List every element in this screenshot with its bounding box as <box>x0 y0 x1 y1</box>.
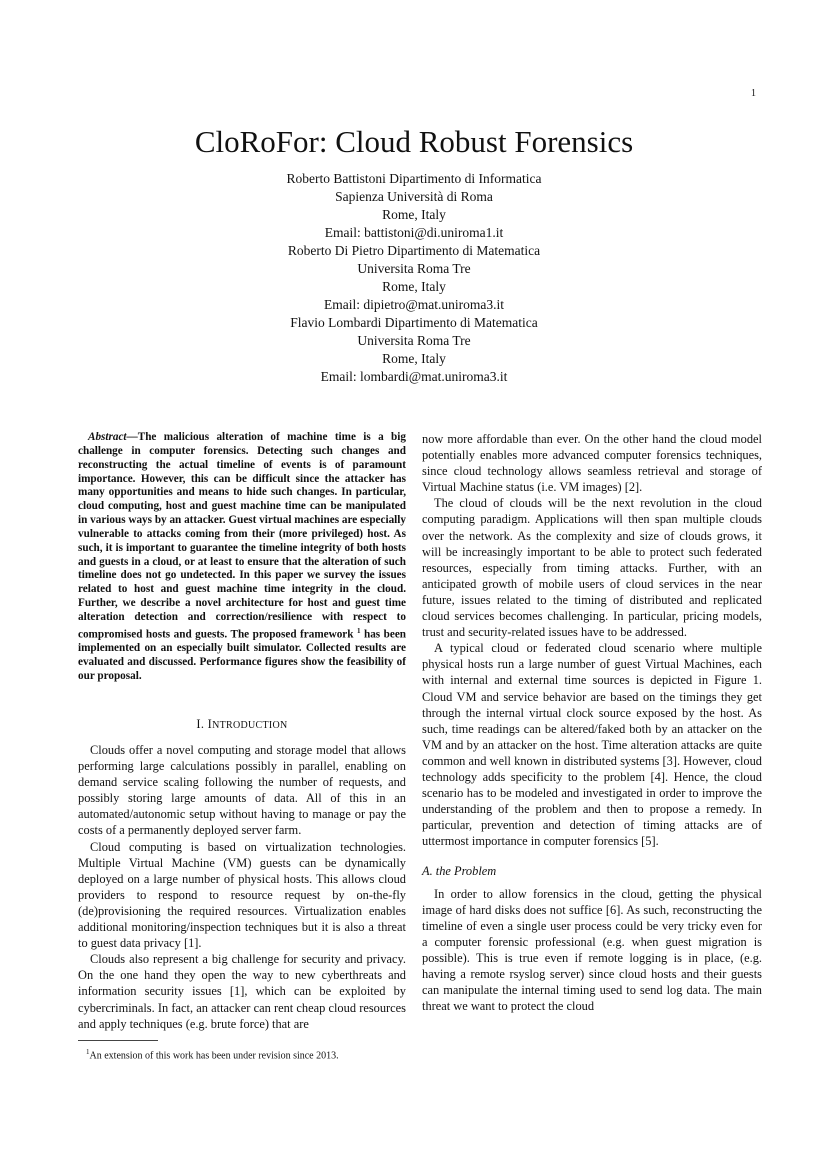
paragraph: A typical cloud or federated cloud scenario where multiple physical hosts run a large number of guest Virtual Machines, each with internal and external time sources is depicted in Figure 1. Cloud VM and service behavior are based on the timings they get through the internal virtual clock source exposed by the host. As such, time readings can be altered/faked both by an attacker on the VM and by an attacker on the host. Time alteration attacks are quite common and well known in distributed systems [3]. However, cloud technology adds specificity to the problem [4]. Hence, the cloud scenario has to be modeled and investigated in order to improve the understanding of the problem and then to propose a remedy. In particular, prevention and detection of timing attacks are of uttermost importance in computer forensics [5]. <box>422 641 762 849</box>
author-line: Sapienza Università di Roma <box>335 189 493 204</box>
page-number: 1 <box>751 88 756 99</box>
author-line: Rome, Italy <box>382 207 446 222</box>
paragraph: Cloud computing is based on virtualization technologies. Multiple Virtual Machine (VM) guests can be dynamically deployed on a large number of physical hosts. This allows cloud providers to respond to resource request by on-the-fly (de)provisioning the required resources. Virtualization enables additional monitoring/inspection techniques but it is also a threat to guest data privacy [1]. <box>78 839 406 951</box>
paper-title: CloRoFor: Cloud Robust Forensics <box>194 124 634 159</box>
footnote-mark: 1 <box>86 1048 90 1056</box>
section-heading-introduction: I. INTRODUCTION <box>196 716 288 731</box>
abstract-text-end: has been implemented on an especially built simulator. Collected results are evaluated and discussed. Performance figures show the feasibility of our proposal. <box>78 628 407 683</box>
author-block <box>0 170 828 386</box>
paragraph: In order to allow forensics in the cloud, getting the physical image of hard disks does not suffice [6]. As such, reconstructing the timeline of even a single user process could be very tricky even for a computer forensic professional (e.g. when guest migration is possible). This is true even if remote logging is in place, (e.g. having a remote rsyslog server) since cloud hosts and their guests can manipulate the internal timing used to send log data. The main threat we want to protect the cloud <box>422 886 762 1014</box>
author-line: Rome, Italy <box>382 351 446 366</box>
abstract-text: —The malicious alteration of machine time is a big challenge in computer forensics. Detecting such changes and reconstructing the actual timeline of events is of paramount importance. However, this can be difficult since the attacker has many opportunities and means to hide such changes. In particular, cloud computing, host and guest machine time can be manipulated in various ways by an attacker. Guest virtual machines are especially vulnerable to attacks coming from their (more privileged) host. As such, it is important to guarantee the timeline integrity of both hosts and guests in a cloud, or at least to ensure that the alteration of such timeline does not go undetected. In this paper we survey the issues related to host and guest machine time integrity in the cloud. Further, we describe a novel architecture for host and guest time alteration detection and correction/resilience with respect to compromised hosts and guests. The proposed framework <box>78 431 406 641</box>
left-column <box>78 431 406 1032</box>
footnote-divider <box>78 1040 158 1041</box>
author-line: Flavio Lombardi Dipartimento di Matematica <box>290 315 538 330</box>
paragraph: Clouds offer a novel computing and storage model that allows performing large calculations possibly in parallel, enabling on demand service scaling following the number of requests, and possibly storing large amounts of data. All of this in an automated/autonomic setup without having to manage or pay the costs of a permanently deployed server farm. <box>78 743 406 838</box>
paragraph: The cloud of clouds will be the next revolution in the cloud computing paradigm. Applications will then span multiple clouds over the network. As the complexity and size of clouds grows, it will be increasingly important to be able to protect such federated resources, especially from timing attacks. Further, with an anticipated growth of mobile users of cloud services in the near future, issues related to the timing of distributed and replicated cloud services becomes challenging. In particular, pricing models, trust and security-related issues have to be addressed. <box>422 496 762 640</box>
author-line: Email: battistoni@di.uniroma1.it <box>324 225 504 240</box>
footnote-marker: 1 <box>356 626 361 635</box>
author-line: Email: dipietro@mat.uniroma3.it <box>323 297 505 312</box>
paragraph: Clouds also represent a big challenge for security and privacy. On the one hand they open the way to new cyberthreats and information security issues [1], which can be exploited by cybercriminals. In fact, an attacker can rent cheap cloud resources and apply techniques (e.g. brute force) that are <box>78 952 406 1031</box>
footnote-text: An extension of this work has been under revision since 2013. <box>89 1050 339 1062</box>
author-line: Roberto Battistoni Dipartimento di Informatica <box>286 171 542 186</box>
author-line: Universita Roma Tre <box>357 261 471 276</box>
paragraph: now more affordable than ever. On the other hand the cloud model potentially enables more advanced computer forensics techniques, since cloud technology allows seamless retrieval and storage of Virtual Machine status (i.e. VM images) [2]. <box>422 432 762 495</box>
abstract <box>78 431 406 684</box>
subsection-heading-problem: A. the Problem <box>422 864 497 879</box>
author-line: Rome, Italy <box>382 279 446 294</box>
abstract-label: Abstract <box>88 431 127 443</box>
author-line: Universita Roma Tre <box>357 333 471 348</box>
author-line: Roberto Di Pietro Dipartimento di Matematica <box>287 243 541 258</box>
right-column <box>422 431 762 1014</box>
footnote <box>78 1046 406 1062</box>
author-line: Email: lombardi@mat.uniroma3.it <box>320 369 508 384</box>
